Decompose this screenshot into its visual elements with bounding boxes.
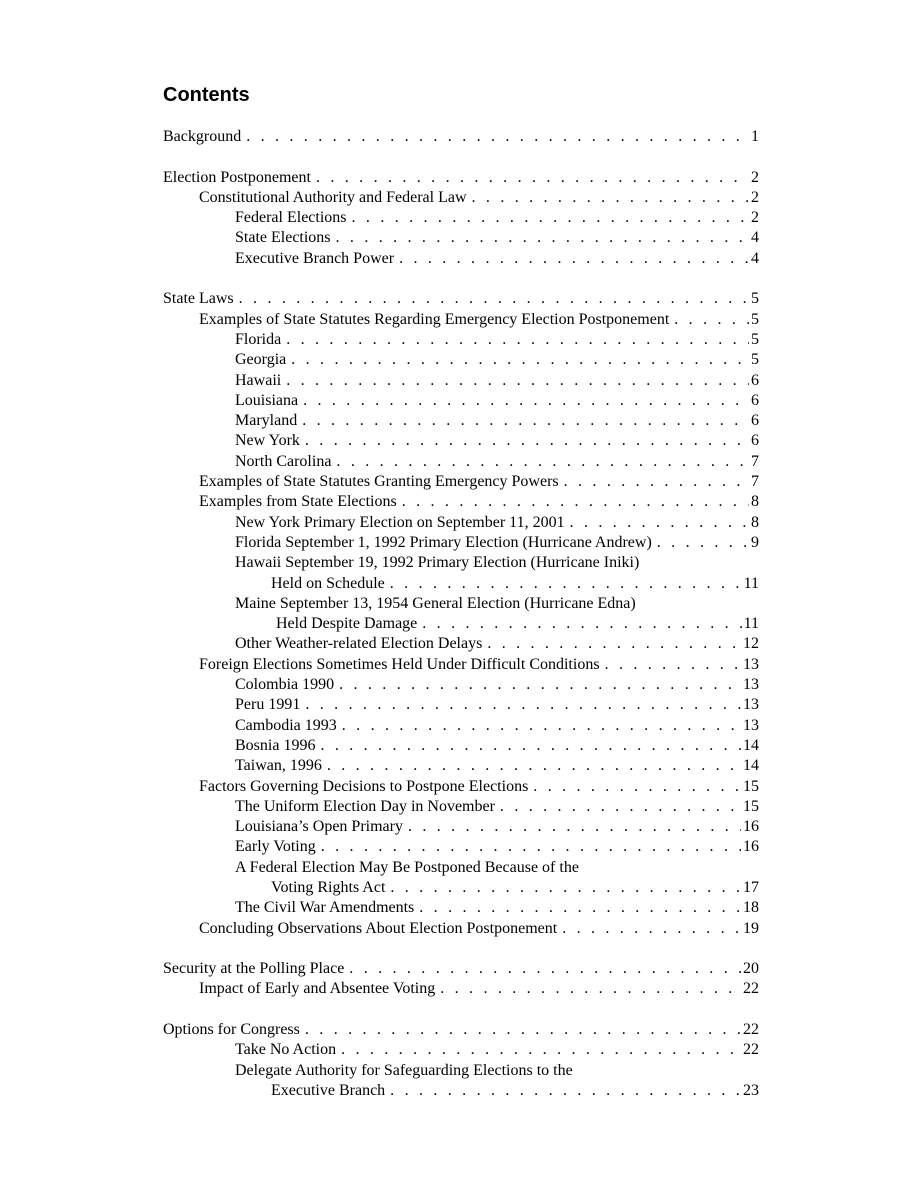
- toc-entry-page: 1: [751, 128, 759, 145]
- dot-leader: [336, 452, 749, 472]
- dot-leader: [336, 228, 749, 248]
- toc-entry-page: 22: [743, 1041, 759, 1059]
- dot-leader: [246, 127, 749, 147]
- dot-leader: [440, 979, 741, 999]
- dot-leader: [305, 1020, 741, 1040]
- dot-leader: [402, 492, 749, 512]
- toc-entry-title: Delegate Authority for Safeguarding Elections to the: [235, 1061, 573, 1079]
- toc-entry-title: Georgia: [235, 351, 287, 369]
- toc-entry-page: 13: [743, 655, 759, 673]
- toc-entry-page: 2: [751, 188, 759, 206]
- toc-entry-title: Hawaii September 19, 1992 Primary Election (Hurricane Iniki): [235, 554, 640, 572]
- toc-entry-title: Colombia 1990: [235, 676, 335, 694]
- toc-entry[interactable]: [163, 756, 759, 776]
- toc-entry-page: 5: [751, 290, 759, 308]
- toc-entry-title: Factors Governing Decisions to Postpone Elections: [199, 777, 529, 795]
- dot-leader: [564, 472, 749, 492]
- toc-entry[interactable]: [163, 675, 759, 695]
- toc-entry[interactable]: [163, 919, 759, 939]
- toc-entry-title: Security at the Polling Place: [163, 960, 345, 978]
- toc-entry[interactable]: [163, 837, 759, 857]
- toc-entry-title: Take No Action: [235, 1041, 337, 1059]
- toc-entry[interactable]: [163, 127, 759, 147]
- toc-entry-page: 18: [743, 899, 759, 917]
- dot-leader: [286, 330, 749, 350]
- toc-entry[interactable]: [163, 878, 759, 898]
- toc-entry-page: 19: [743, 919, 759, 937]
- toc-entry[interactable]: [163, 168, 759, 188]
- dot-leader: [239, 289, 749, 309]
- toc-entry-page: 8: [751, 513, 759, 531]
- toc-entry[interactable]: [163, 817, 759, 837]
- toc-entry[interactable]: [163, 492, 759, 512]
- dot-leader: [399, 249, 749, 269]
- toc-entry-title: Background: [163, 128, 242, 145]
- toc-entry[interactable]: [163, 777, 759, 797]
- toc-entry-title: Held Despite Damage: [276, 615, 418, 633]
- toc-entry-page: 15: [743, 777, 759, 795]
- toc-entry-page: 4: [751, 229, 759, 247]
- toc-entry-page: 5: [751, 351, 759, 369]
- toc-entry[interactable]: [163, 431, 759, 451]
- dot-leader: [349, 959, 741, 979]
- toc-entry-page: 16: [743, 818, 759, 836]
- toc-entry-title: Voting Rights Act: [271, 878, 386, 896]
- toc-entry-page: 6: [751, 371, 759, 389]
- toc-entry-title: Examples of State Statutes Regarding Emergency Election Postponement: [199, 310, 670, 328]
- toc-entry-title: State Laws: [163, 290, 234, 308]
- toc-entry-title: Held on Schedule: [271, 574, 385, 592]
- toc-entry-title: A Federal Election May Be Postponed Because of the: [235, 858, 579, 876]
- dot-leader: [320, 736, 741, 756]
- toc-entry-title: Florida September 1, 1992 Primary Election (Hurricane Andrew): [235, 533, 652, 551]
- toc-entry[interactable]: [163, 513, 759, 533]
- dot-leader: [533, 777, 741, 797]
- dot-leader: [472, 188, 749, 208]
- toc-entry-page: 16: [743, 838, 759, 856]
- toc-entry-title: Other Weather-related Election Delays: [235, 635, 483, 653]
- toc-entry[interactable]: [163, 655, 759, 675]
- toc-entry[interactable]: [163, 452, 759, 472]
- toc-entry-title: Impact of Early and Absentee Voting: [199, 980, 436, 998]
- toc-entry[interactable]: [163, 1081, 759, 1101]
- toc-entry-page: 22: [743, 1021, 759, 1039]
- dot-leader: [487, 634, 741, 654]
- toc-entry-page: 12: [743, 635, 759, 653]
- toc-entry[interactable]: [163, 391, 759, 411]
- dot-leader: [390, 1081, 741, 1101]
- toc-entry-page: 5: [751, 330, 759, 348]
- dot-leader: [419, 898, 741, 918]
- toc-entry-page: 6: [751, 412, 759, 430]
- toc-entry[interactable]: [163, 858, 759, 878]
- toc-entry[interactable]: [163, 594, 759, 614]
- toc-entry[interactable]: [163, 411, 759, 431]
- dot-leader: [291, 350, 749, 370]
- toc-entry-title: Examples from State Elections: [199, 493, 397, 511]
- toc-entry-page: 13: [743, 696, 759, 714]
- toc-entry-title: Election Postponement: [163, 168, 311, 186]
- dot-leader: [342, 716, 741, 736]
- dot-leader: [341, 1040, 741, 1060]
- toc-entry[interactable]: [163, 472, 759, 492]
- dot-leader: [605, 655, 741, 675]
- dot-leader: [305, 431, 749, 451]
- toc-entry[interactable]: [163, 289, 759, 309]
- toc-entry[interactable]: [163, 634, 759, 654]
- toc-entry-title: Cambodia 1993: [235, 716, 337, 734]
- toc-entry[interactable]: [163, 1040, 759, 1060]
- toc-entry-title: State Elections: [235, 229, 331, 247]
- toc-entry-page: 14: [743, 757, 759, 775]
- toc-entry[interactable]: [163, 614, 759, 634]
- toc-entry[interactable]: [163, 228, 759, 248]
- toc-entry[interactable]: [163, 695, 759, 715]
- toc-entry-title: The Civil War Amendments: [235, 899, 415, 917]
- toc-entry-title: The Uniform Election Day in November: [235, 797, 495, 815]
- toc-entry[interactable]: [163, 574, 759, 594]
- toc-entry-title: Federal Elections: [235, 209, 347, 227]
- toc-entry-page: 9: [751, 533, 759, 551]
- toc-entry-title: Concluding Observations About Election Postponement: [199, 919, 558, 937]
- toc-entry-title: Bosnia 1996: [235, 736, 316, 754]
- toc-entry[interactable]: [163, 716, 759, 736]
- toc-entry-title: Louisiana’s Open Primary: [235, 818, 403, 836]
- toc-entry[interactable]: [163, 736, 759, 756]
- toc-entry-page: 2: [751, 168, 759, 186]
- toc-entry-page: 22: [743, 980, 759, 998]
- toc-entry-page: 13: [743, 716, 759, 734]
- toc-entry-page: 7: [751, 473, 759, 491]
- toc-entry-title: Early Voting: [235, 838, 316, 856]
- dot-leader: [390, 574, 742, 594]
- toc-entry-page: 13: [743, 676, 759, 694]
- dot-leader: [390, 878, 741, 898]
- dot-leader: [327, 756, 741, 776]
- toc-entry[interactable]: [163, 310, 759, 330]
- toc-entry[interactable]: [163, 533, 759, 553]
- toc-entry-page: 7: [751, 452, 759, 470]
- dot-leader: [316, 168, 749, 188]
- toc-entry-page: 17: [743, 878, 759, 896]
- dot-leader: [570, 513, 749, 533]
- toc-entry-title: Executive Branch Power: [235, 249, 395, 267]
- toc-entry-page: 6: [751, 432, 759, 450]
- toc-entry-title: Examples of State Statutes Granting Emergency Powers: [199, 473, 559, 491]
- toc-entry-page: 8: [751, 493, 759, 511]
- dot-leader: [339, 675, 741, 695]
- toc-entry-title: Taiwan, 1996: [235, 757, 322, 775]
- table-of-contents: [163, 127, 759, 1101]
- toc-entry-page: 15: [743, 797, 759, 815]
- toc-entry-title: Options for Congress: [163, 1021, 300, 1039]
- dot-leader: [352, 208, 749, 228]
- dot-leader: [302, 411, 749, 431]
- toc-entry-page: 6: [751, 391, 759, 409]
- toc-entry[interactable]: [163, 797, 759, 817]
- page-title: Contents: [163, 84, 250, 106]
- toc-entry[interactable]: [163, 553, 759, 573]
- toc-entry[interactable]: [163, 208, 759, 228]
- toc-entry-title: Executive Branch: [271, 1081, 386, 1099]
- toc-entry[interactable]: [163, 350, 759, 370]
- toc-entry-title: Florida: [235, 330, 282, 348]
- dot-leader: [321, 837, 741, 857]
- dot-leader: [657, 533, 749, 553]
- dot-leader: [562, 919, 741, 939]
- toc-entry-title: North Carolina: [235, 452, 332, 470]
- toc-entry-title: Hawaii: [235, 371, 282, 389]
- dot-leader: [408, 817, 741, 837]
- toc-entry-page: 11: [743, 574, 759, 592]
- toc-entry[interactable]: [163, 1020, 759, 1040]
- toc-entry-title: Foreign Elections Sometimes Held Under Difficult Conditions: [199, 655, 600, 673]
- toc-entry-title: Maine September 13, 1954 General Election (Hurricane Edna): [235, 594, 636, 612]
- dot-leader: [286, 371, 749, 391]
- toc-entry-page: 11: [743, 615, 759, 633]
- toc-entry[interactable]: [163, 188, 759, 208]
- dot-leader: [305, 695, 741, 715]
- toc-entry-page: 20: [743, 960, 759, 978]
- toc-entry-page: 2: [751, 209, 759, 227]
- toc-entry[interactable]: [163, 330, 759, 350]
- toc-entry-page: 5: [751, 310, 759, 328]
- toc-entry[interactable]: [163, 249, 759, 269]
- dot-leader: [422, 614, 741, 634]
- toc-entry[interactable]: [163, 959, 759, 979]
- toc-entry-title: New York: [235, 432, 300, 450]
- toc-entry-title: Louisiana: [235, 391, 299, 409]
- dot-leader: [303, 391, 749, 411]
- toc-entry[interactable]: [163, 979, 759, 999]
- dot-leader: [500, 797, 741, 817]
- toc-entry-page: 14: [743, 736, 759, 754]
- toc-entry-title: New York Primary Election on September 11, 2001: [235, 513, 565, 531]
- toc-entry-title: Maryland: [235, 412, 298, 430]
- toc-entry-page: 4: [751, 249, 759, 267]
- dot-leader: [674, 310, 749, 330]
- toc-entry[interactable]: [163, 1061, 759, 1081]
- toc-entry-title: Peru 1991: [235, 696, 301, 714]
- toc-entry-page: 23: [743, 1081, 759, 1099]
- toc-entry-title: Constitutional Authority and Federal Law: [199, 188, 467, 206]
- toc-entry[interactable]: [163, 898, 759, 918]
- toc-entry[interactable]: [163, 371, 759, 391]
